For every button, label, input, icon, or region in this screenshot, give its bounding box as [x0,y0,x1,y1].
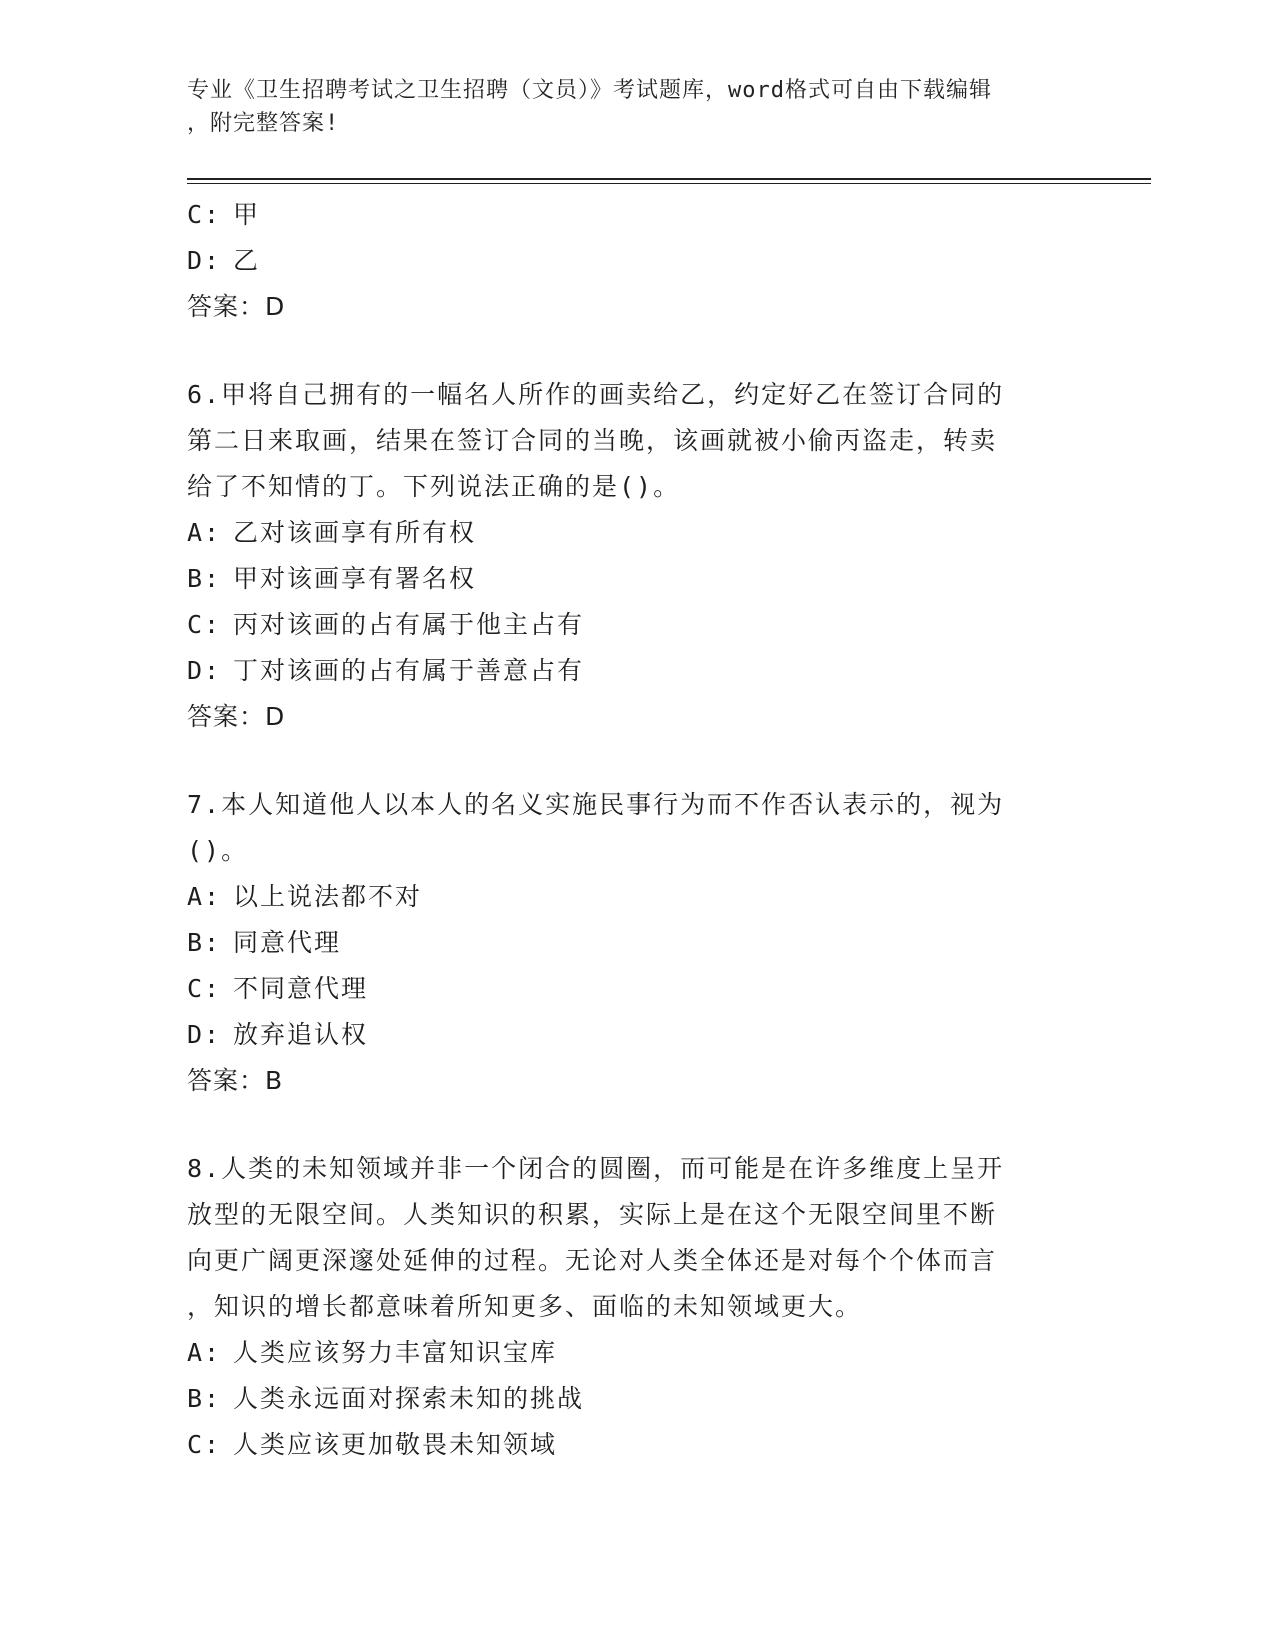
option-b [187,1376,1067,1422]
answer-line: 答案：D [187,702,286,731]
question-stem-line: ()。 [187,836,249,865]
option-text: 乙 [233,246,261,275]
option-text: 丁对该画的占有属于善意占有 [233,656,585,685]
question-list [187,192,1067,1468]
option-key: B: [187,564,222,593]
option-a [187,1330,1067,1376]
question-stem-line: 8.人类的未知领域并非一个闭合的圆圈，而可能是在许多维度上呈开 [187,1154,1005,1183]
option-d [187,648,1067,694]
option-d [187,238,1067,284]
page-header [187,74,1067,140]
header-line-1: 专业《卫生招聘考试之卫生招聘（文员）》考试题库，word格式可自由下载编辑 [187,78,992,103]
question-6 [187,372,1067,740]
option-key: C: [187,610,222,639]
option-key: D: [187,656,222,685]
option-c [187,1422,1067,1468]
header-divider-thick [187,178,1151,180]
question-8 [187,1146,1067,1468]
option-c [187,966,1067,1012]
option-b [187,920,1067,966]
question-stem-line: 给了不知情的丁。下列说法正确的是()。 [187,472,681,501]
question-stem-line: 7.本人知道他人以本人的名义实施民事行为而不作否认表示的，视为 [187,790,1005,819]
question-7 [187,782,1067,1104]
option-c [187,192,1067,238]
option-text: 人类应该努力丰富知识宝库 [233,1338,558,1367]
option-text: 不同意代理 [233,974,369,1003]
option-text: 甲 [233,200,261,229]
option-key: A: [187,1338,222,1367]
question-stem-line: 放型的无限空间。人类知识的积累，实际上是在这个无限空间里不断 [187,1200,998,1229]
question-stem-line: 第二日来取画，结果在签订合同的当晚，该画就被小偷丙盗走，转卖 [187,426,998,455]
option-c [187,602,1067,648]
option-text: 丙对该画的占有属于他主占有 [233,610,585,639]
option-text: 乙对该画享有所有权 [233,518,477,547]
question-stem-line: ，知识的增长都意味着所知更多、面临的未知领域更大。 [187,1292,863,1321]
question-stem-line: 向更广阔更深邃处延伸的过程。无论对人类全体还是对每个个体而言 [187,1246,998,1275]
option-a [187,510,1067,556]
question-stem-line: 6.甲将自己拥有的一幅名人所作的画卖给乙，约定好乙在签订合同的 [187,380,1005,409]
question-5-tail [187,192,1067,330]
option-key: B: [187,1384,222,1413]
option-key: C: [187,974,222,1003]
option-key: D: [187,246,222,275]
option-text: 同意代理 [233,928,342,957]
option-text: 人类永远面对探索未知的挑战 [233,1384,585,1413]
header-divider-thin [187,183,1151,184]
option-key: D: [187,1020,222,1049]
option-text: 放弃追认权 [233,1020,369,1049]
option-d [187,1012,1067,1058]
option-text: 人类应该更加敬畏未知领域 [233,1430,558,1459]
option-a [187,874,1067,920]
option-key: C: [187,200,222,229]
option-key: C: [187,1430,222,1459]
option-text: 甲对该画享有署名权 [233,564,477,593]
option-key: A: [187,882,222,911]
answer-line: 答案：B [187,1066,284,1095]
option-text: 以上说法都不对 [233,882,423,911]
option-key: A: [187,518,222,547]
option-b [187,556,1067,602]
option-key: B: [187,928,222,957]
header-line-2: ，附完整答案! [187,111,340,136]
answer-line: 答案：D [187,292,286,321]
